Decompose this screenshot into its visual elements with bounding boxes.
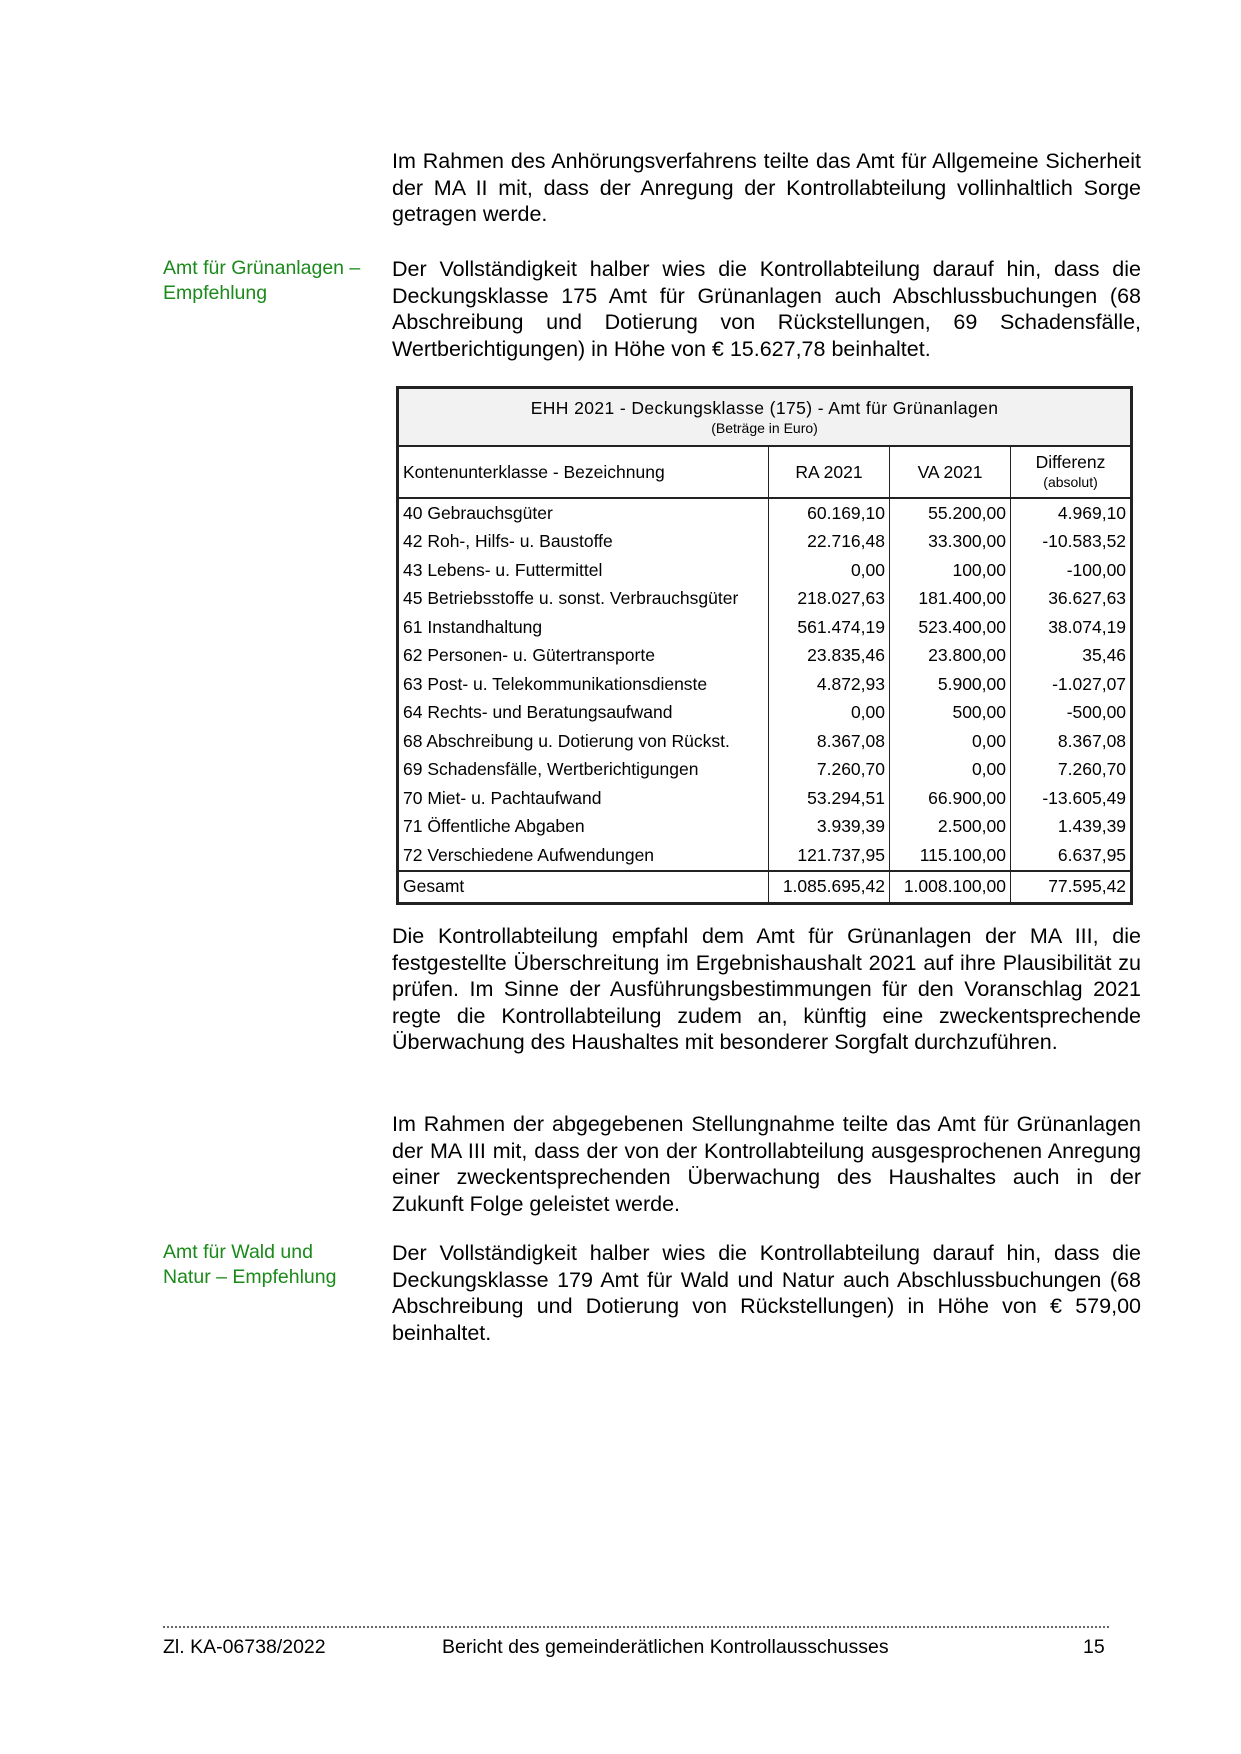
cell-va: 100,00: [890, 556, 1011, 585]
cell-name: 72 Verschiedene Aufwendungen: [403, 844, 655, 865]
table-row: [398, 756, 1132, 785]
cell-ra: 0,00: [769, 556, 890, 585]
table-subtitle: (Beträge in Euro): [711, 420, 818, 436]
header-diff-sub: (absolut): [1043, 474, 1098, 490]
table-row: [398, 585, 1132, 614]
table-title-row: [398, 388, 1132, 447]
header-diff-label: Differenz: [1035, 452, 1106, 472]
cell-va: 0,00: [890, 756, 1011, 785]
table-row: [398, 528, 1132, 557]
footer-reference: Zl. KA-06738/2022: [163, 1636, 326, 1658]
header-va: VA 2021: [890, 446, 1011, 498]
cell-name: 62 Personen- u. Gütertransporte: [403, 645, 655, 666]
cell-ra: 8.367,08: [769, 727, 890, 756]
paragraph-stellungnahme-ma3: Im Rahmen der abgegebenen Stellungnahme teilte das Amt für Grünanlagen der MA III mit, dass der von der Kontrollabteilung ausgesprochenen Anregung einer zweckentsprechenden Überwachung des Haushaltes auch in der Zukunft Folge geleistet werde.: [392, 1112, 1141, 1216]
header-ra: RA 2021: [769, 446, 890, 498]
cell-name: 43 Lebens- u. Futtermittel: [403, 559, 603, 580]
total-name: Gesamt: [398, 871, 769, 904]
paragraph-empfehlung-ma3: Die Kontrollabteilung empfahl dem Amt für Grünanlagen der MA III, die festgestellte Überschreitung im Ergebnishaushalt 2021 auf ihre Plausibilität zu prüfen. Im Sinne der Ausführungsbestimmungen für den Voranschlag 2021 regte die Kontrollabteilung zudem an, künftig eine zweckentsprechende Überwachung des Haushaltes mit besonderer Sorgfalt durchzuführen.: [392, 924, 1141, 1054]
cell-ra: 561.474,19: [769, 613, 890, 642]
footer-title: Bericht des gemeinderätlichen Kontrollausschusses: [442, 1636, 889, 1658]
table-title: EHH 2021 - Deckungsklasse (175) - Amt für Grünanlagen: [530, 398, 999, 418]
table-row: [398, 670, 1132, 699]
table-row: [398, 699, 1132, 728]
table-row: [398, 613, 1132, 642]
cell-diff: 38.074,19: [1011, 613, 1132, 642]
cell-va: 33.300,00: [890, 528, 1011, 557]
cell-va: 500,00: [890, 699, 1011, 728]
cell-va: 523.400,00: [890, 613, 1011, 642]
table-row: [398, 498, 1132, 528]
cell-ra: 218.027,63: [769, 585, 890, 614]
side-heading-wald-natur: Amt für Wald und Natur – Empfehlung: [163, 1241, 337, 1288]
table-row: [398, 813, 1132, 842]
cell-name: 68 Abschreibung u. Dotierung von Rückst.: [403, 730, 730, 751]
cell-va: 115.100,00: [890, 841, 1011, 871]
header-diff: [1011, 446, 1132, 498]
table-header-row: [398, 446, 1132, 498]
cell-name: 63 Post- u. Telekommunikationsdienste: [403, 673, 708, 694]
cell-va: 2.500,00: [890, 813, 1011, 842]
cell-va: 55.200,00: [890, 498, 1011, 528]
cell-diff: 7.260,70: [1011, 756, 1132, 785]
cell-va: 181.400,00: [890, 585, 1011, 614]
paragraph-hearing-ma2: Im Rahmen des Anhörungsverfahrens teilte das Amt für Allgemeine Sicherheit der MA II mit, dass der Anregung der Kontrollabteilung vollinhaltlich Sorge getragen werde.: [392, 149, 1141, 226]
cell-name: 71 Öffentliche Abgaben: [403, 816, 585, 837]
cell-name: 64 Rechts- und Beratungsaufwand: [403, 702, 673, 723]
cell-name: 70 Miet- u. Pachtaufwand: [403, 787, 602, 808]
cell-ra: 0,00: [769, 699, 890, 728]
cell-name: 69 Schadensfälle, Wertberichtigungen: [403, 759, 699, 780]
footer-page-number: 15: [1083, 1636, 1105, 1658]
table-row: [398, 841, 1132, 871]
header-name: Kontenunterklasse - Bezeichnung: [398, 446, 769, 498]
footer-divider: [163, 1626, 1109, 1628]
cell-diff: -100,00: [1011, 556, 1132, 585]
cell-va: 66.900,00: [890, 784, 1011, 813]
cell-diff: 6.637,95: [1011, 841, 1132, 871]
table-row: [398, 642, 1132, 671]
cell-ra: 121.737,95: [769, 841, 890, 871]
cell-ra: 23.835,46: [769, 642, 890, 671]
cell-diff: 4.969,10: [1011, 498, 1132, 528]
cell-diff: -13.605,49: [1011, 784, 1132, 813]
cell-va: 5.900,00: [890, 670, 1011, 699]
total-diff: 77.595,42: [1011, 871, 1132, 904]
table-row: [398, 727, 1132, 756]
paragraph-deckungsklasse-175: Der Vollständigkeit halber wies die Kontrollabteilung darauf hin, dass die Deckungsklasse 175 Amt für Grünanlagen auch Abschlussbuchungen (68 Abschreibung und Dotierung von Rückstellungen, 69 Schadensfälle, Wertberichtigungen) in Höhe von € 15.627,78 beinhaltet.: [392, 257, 1141, 361]
table-total-row: [398, 871, 1132, 904]
cell-name: 40 Gebrauchsgüter: [403, 502, 553, 523]
cell-diff: -1.027,07: [1011, 670, 1132, 699]
cell-diff: -10.583,52: [1011, 528, 1132, 557]
cell-diff: 35,46: [1011, 642, 1132, 671]
cell-diff: -500,00: [1011, 699, 1132, 728]
cell-ra: 4.872,93: [769, 670, 890, 699]
deckungsklasse-table: [396, 386, 1133, 905]
cell-ra: 22.716,48: [769, 528, 890, 557]
cell-va: 23.800,00: [890, 642, 1011, 671]
cell-ra: 53.294,51: [769, 784, 890, 813]
cell-diff: 8.367,08: [1011, 727, 1132, 756]
total-va: 1.008.100,00: [890, 871, 1011, 904]
cell-name: 61 Instandhaltung: [403, 616, 543, 637]
table-row: [398, 556, 1132, 585]
cell-diff: 36.627,63: [1011, 585, 1132, 614]
total-ra: 1.085.695,42: [769, 871, 890, 904]
cell-ra: 7.260,70: [769, 756, 890, 785]
paragraph-deckungsklasse-179: Der Vollständigkeit halber wies die Kontrollabteilung darauf hin, dass die Deckungsklasse 179 Amt für Wald und Natur auch Abschlussbuchungen (68 Abschreibung und Dotierung von Rückstellungen) in Höhe von € 579,00 beinhaltet.: [392, 1241, 1141, 1345]
cell-diff: 1.439,39: [1011, 813, 1132, 842]
cell-ra: 60.169,10: [769, 498, 890, 528]
cell-name: 45 Betriebsstoffe u. sonst. Verbrauchsgüter: [403, 588, 739, 609]
cell-name: 42 Roh-, Hilfs- u. Baustoffe: [403, 531, 613, 552]
cell-ra: 3.939,39: [769, 813, 890, 842]
cell-va: 0,00: [890, 727, 1011, 756]
side-heading-gruenanlagen: Amt für Grünanlagen – Empfehlung: [163, 257, 361, 304]
table-row: [398, 784, 1132, 813]
